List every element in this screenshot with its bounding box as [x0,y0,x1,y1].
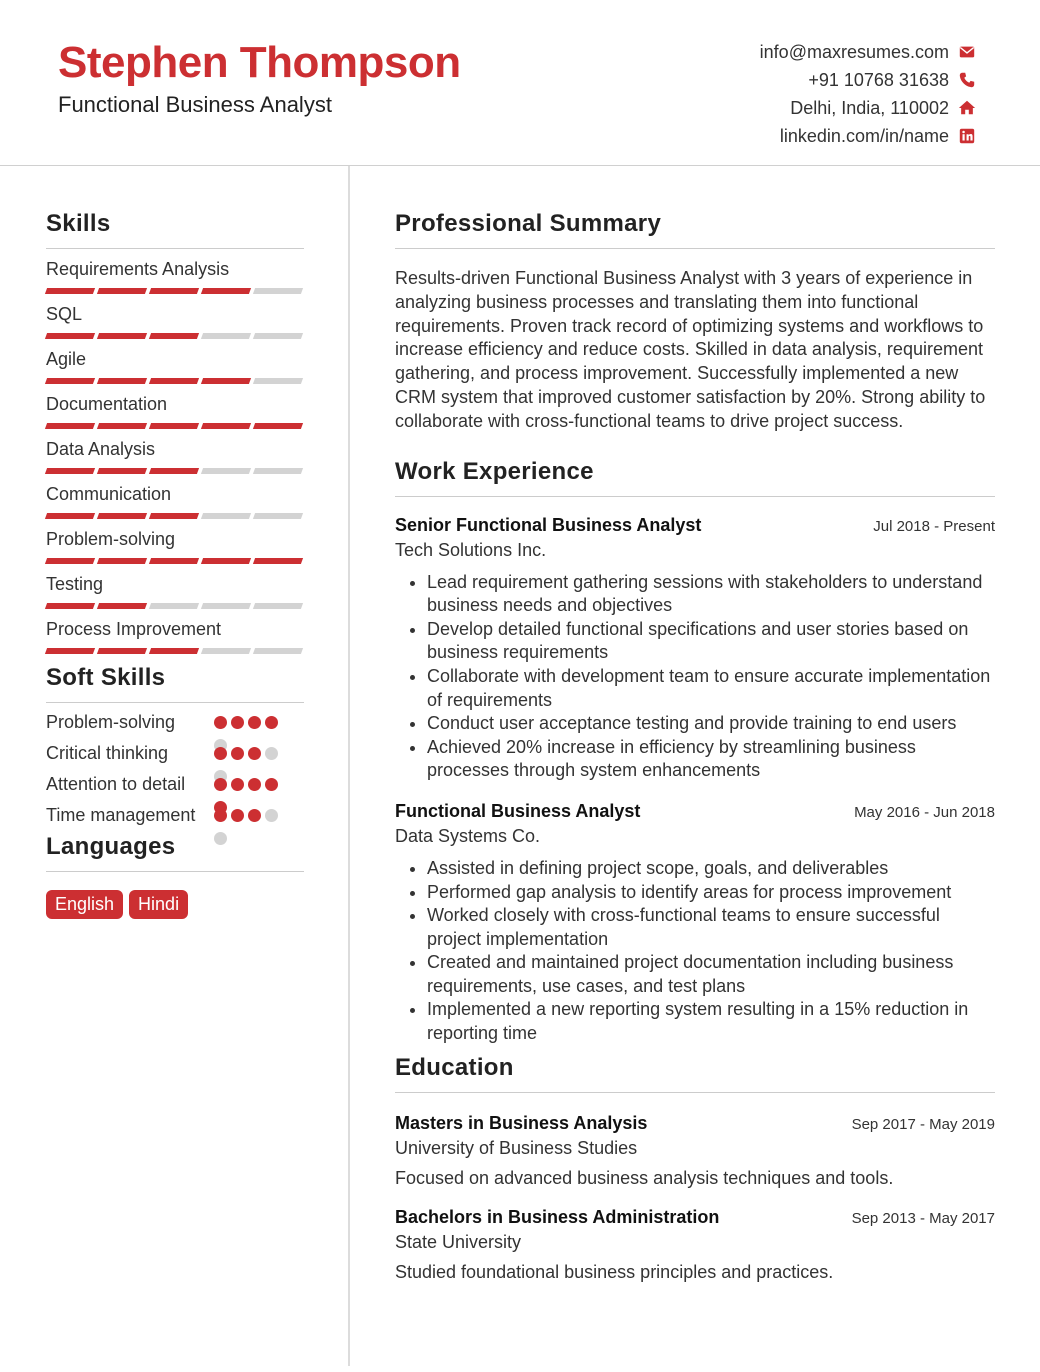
skill-level-segment [201,648,251,654]
soft-skill-item [46,711,304,734]
skill-name: Requirements Analysis [46,259,230,279]
languages-heading: Languages [46,833,304,872]
skill-level-segment [97,288,147,294]
job-bullets [395,571,995,783]
language-badge: Hindi [129,890,188,919]
soft-skill-name: Problem-solving [46,712,176,732]
rating-dot [214,747,227,760]
skill-level-segment [201,513,251,519]
skill-level-segment [45,468,95,474]
column-divider [348,166,350,1366]
education-dates: Sep 2017 - May 2019 [851,1115,995,1133]
school-name: University of Business Studies [395,1137,638,1158]
envelope-icon [958,43,976,61]
soft-skill-name: Critical thinking [46,743,169,763]
skill-level-bar [46,558,302,564]
job-bullets [395,857,995,1046]
contact-phone[interactable] [760,66,976,94]
candidate-title: Functional Business Analyst [58,92,332,117]
job-entry [395,515,995,783]
contact-email-text: info@maxresumes.com [759,41,949,62]
rating-dot [265,716,278,729]
contact-linkedin-text: linkedin.com/in/name [779,125,949,146]
job-bullet: • Worked closely with cross-functional teams to ensure successful project implementation [427,904,995,951]
job-bullet: • Assisted in defining project scope, goals, and deliverables [427,857,995,881]
rating-dot [248,809,261,822]
rating-dot [214,778,227,791]
job-bullet: • Collaborate with development team to ensure accurate implementation of requirements [427,665,995,712]
skill-item [46,258,304,294]
job-entry [395,801,995,1046]
contact-address [760,94,976,122]
skill-level-bar [46,378,302,384]
skill-level-segment [201,603,251,609]
job-dates: May 2016 - Jun 2018 [854,803,995,821]
skill-level-segment [201,423,251,429]
experience-list [395,515,995,1046]
skill-name: Agile [46,349,87,369]
education-header [395,1113,995,1134]
education-list [395,1113,995,1283]
education-header [395,1207,995,1228]
skill-level-segment [97,648,147,654]
skill-item [46,393,304,429]
skill-level-segment [149,558,199,564]
rating-dot [265,747,278,760]
skill-name: Data Analysis [46,439,156,459]
skill-level-bar [46,288,302,294]
skill-level-segment [97,423,147,429]
resume-header [0,0,1040,166]
skill-level-segment [97,558,147,564]
skill-level-segment [149,378,199,384]
job-title: Senior Functional Business Analyst [395,514,702,535]
skill-level-segment [253,648,303,654]
skill-item [46,438,304,474]
skill-level-segment [201,378,251,384]
skill-level-segment [253,603,303,609]
skill-item [46,528,304,564]
job-header [395,515,995,536]
soft-skill-item [46,742,304,765]
job-dates: Jul 2018 - Present [873,517,995,535]
contact-linkedin[interactable] [760,122,976,150]
soft-skill-item [46,773,304,796]
skill-level-bar [46,333,302,339]
rating-dot [231,716,244,729]
skill-level-segment [149,648,199,654]
skill-level-segment [45,378,95,384]
skill-level-segment [253,558,303,564]
skill-level-segment [149,468,199,474]
skill-name: Process Improvement [46,619,222,639]
school-name: State University [395,1231,522,1252]
phone-icon [958,71,976,89]
language-badge: English [46,890,123,919]
education-entry [395,1207,995,1283]
skill-level-segment [45,558,95,564]
skill-name: Testing [46,574,104,594]
job-bullet: • Implemented a new reporting system resulting in a 15% reduction in reporting time [427,998,995,1045]
skill-level-bar [46,468,302,474]
skills-list [46,258,304,654]
rating-dot [248,778,261,791]
skill-level-segment [201,288,251,294]
skill-level-segment [97,468,147,474]
contact-address-text: Delhi, India, 110002 [790,97,949,118]
soft-skill-name: Attention to detail [46,774,186,794]
skill-item [46,618,304,654]
job-company: Tech Solutions Inc. [395,539,547,560]
rating-dot [248,716,261,729]
skill-level-segment [253,423,303,429]
education-description: Studied foundational business principles and practices. [395,1261,834,1282]
job-bullet: • Created and maintained project documentation including business requirements, use cases, and test plans [427,951,995,998]
rating-dot [248,747,261,760]
skill-level-bar [46,423,302,429]
skill-item [46,348,304,384]
job-bullet: • Develop detailed functional specifications and user stories based on business requirements [427,618,995,665]
skill-level-segment [45,288,95,294]
education-heading: Education [395,1054,995,1093]
skill-level-bar [46,648,302,654]
skill-item [46,573,304,609]
skill-level-segment [149,603,199,609]
skill-level-segment [149,288,199,294]
skill-level-segment [149,333,199,339]
rating-dot [214,832,227,845]
rating-dot [231,747,244,760]
summary-text: Results-driven Functional Business Analyst with 3 years of experience in analyzing business processes and translating them into functional requirements. Proven track record of optimizing systems and workflows to increase efficiency and reduce costs. Skilled in data analysis, requirement gathering, and process improvement. Successfully implemented a new CRM system that improved customer satisfaction by 20%. Strong ability to collaborate with cross-functional teams to drive project success. [395,268,986,431]
skill-level-segment [97,333,147,339]
education-dates: Sep 2013 - May 2017 [851,1209,995,1227]
job-bullet: • Performed gap analysis to identify areas for process improvement [427,881,995,905]
skill-level-segment [97,378,147,384]
job-bullet: • Lead requirement gathering sessions with stakeholders to understand business needs and objectives [427,571,995,618]
soft-skills-heading: Soft Skills [46,664,304,703]
skill-level-segment [45,648,95,654]
skill-level-segment [149,513,199,519]
skill-name: Documentation [46,394,168,414]
soft-skill-name: Time management [46,805,196,825]
education-entry [395,1113,995,1189]
rating-dot [265,778,278,791]
soft-skills-list [46,711,304,827]
contact-email[interactable] [760,38,976,66]
skills-heading: Skills [46,210,304,249]
languages-list [46,890,304,919]
job-header [395,801,995,822]
rating-dot [231,778,244,791]
skill-level-segment [149,423,199,429]
skill-level-segment [45,423,95,429]
rating-dot [265,809,278,822]
sidebar [46,210,304,919]
skill-level-bar [46,603,302,609]
linkedin-icon [958,127,976,145]
degree-title: Masters in Business Analysis [395,1112,648,1133]
skill-level-segment [253,378,303,384]
contact-phone-text: +91 10768 31638 [808,69,949,90]
skill-level-segment [45,603,95,609]
skill-level-segment [201,468,251,474]
job-company: Data Systems Co. [395,825,541,846]
rating-dot [231,809,244,822]
soft-skill-item [46,804,304,827]
skill-level-bar [46,513,302,519]
skill-level-segment [253,288,303,294]
candidate-name: Stephen Thompson [58,38,461,87]
summary-heading: Professional Summary [395,210,995,249]
skill-name: Communication [46,484,172,504]
skill-item [46,303,304,339]
job-title: Functional Business Analyst [395,800,641,821]
skill-level-segment [45,333,95,339]
skill-level-segment [97,603,147,609]
rating-dot [214,716,227,729]
skill-name: SQL [46,304,83,324]
education-description: Focused on advanced business analysis techniques and tools. [395,1167,894,1188]
skill-level-segment [253,333,303,339]
job-bullet: • Achieved 20% increase in efficiency by streamlining business processes through system enhancements [427,736,995,783]
soft-skill-rating [214,809,290,855]
contact-list [760,38,976,150]
skill-level-segment [253,468,303,474]
skill-level-segment [201,333,251,339]
skill-level-segment [45,513,95,519]
skill-level-segment [201,558,251,564]
skill-name: Problem-solving [46,529,176,549]
job-bullet: • Conduct user acceptance testing and provide training to end users [427,712,995,736]
degree-title: Bachelors in Business Administration [395,1206,720,1227]
skill-item [46,483,304,519]
skill-level-segment [253,513,303,519]
experience-heading: Work Experience [395,458,995,497]
home-icon [958,99,976,117]
main-content [395,210,995,1283]
rating-dot [214,809,227,822]
skill-level-segment [97,513,147,519]
